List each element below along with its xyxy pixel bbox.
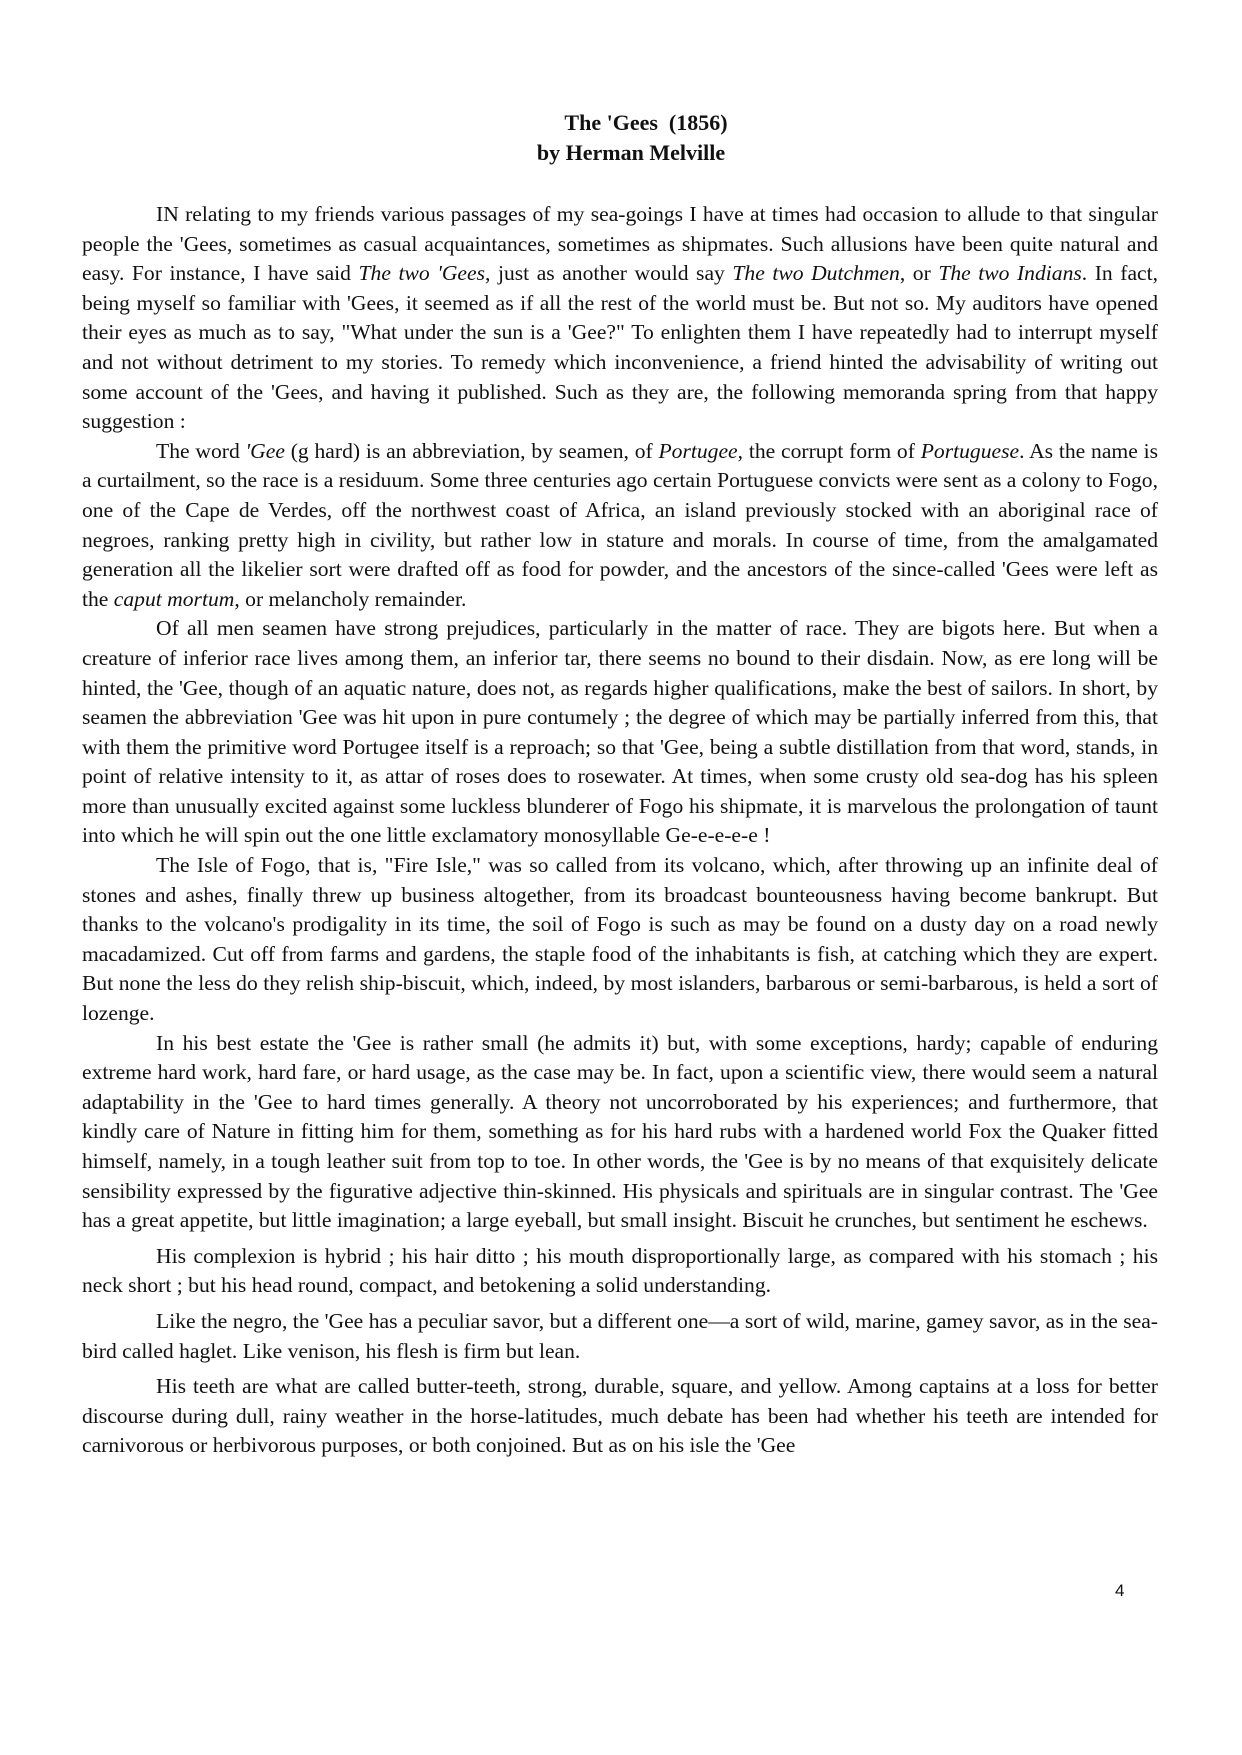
body-text <box>82 200 1158 1461</box>
story-title: The 'Gees (1856) <box>564 110 728 135</box>
title-block <box>0 108 1242 168</box>
author-byline: by Herman Melville <box>536 140 726 165</box>
paragraph-6: His complexion is hybrid ; his hair ditto ; his mouth disproportionally large, as compared with his stomach ; his neck short ; but his head round, compact, and betokening a solid understanding. <box>82 1243 1158 1298</box>
italic-term: The two Dutchmen <box>732 261 900 286</box>
italic-term: caput mortum <box>113 586 235 611</box>
italic-term: Portugee <box>658 438 738 463</box>
paragraph-4: The Isle of Fogo, that is, "Fire Isle," was so called from its volcano, which, after throwing up an infinite deal of stones and ashes, finally threw up business altogether, from its broadcast bounteousness having become bankrupt. But thanks to the volcano's prodigality in its time, the soil of Fogo is such as may be found on a dusty day on a road newly macadamized. Cut off from farms and gardens, the staple food of the inhabitants is fish, at catching which they are expert. But none the less do they relish ship-biscuit, which, indeed, by most islanders, barbarous or semi-barbarous, is held a sort of lozenge. <box>82 853 1158 1026</box>
italic-term: Portuguese <box>920 438 1020 463</box>
paragraph-2: The word 'Gee (g hard) is an abbreviation, by seamen, of Portugee, the corrupt form of Portuguese. As the name is a curtailment, so the race is a residuum. Some three centuries ago certain Portuguese convicts were sent as a colony to Fogo, one of the Cape de Verdes, off the northwest coast of Africa, an island previously stocked with an aboriginal race of negroes, ranking pretty high in civility, but rather low in stature and morals. In course of time, from the amalgamated generation all the likelier sort were drafted off as food for powder, and the ancestors of the since-called 'Gees were left as the caput mortum, or melancholy remainder. <box>82 438 1159 611</box>
italic-term: 'Gee <box>245 438 285 463</box>
paragraph-1: IN relating to my friends various passages of my sea-goings I have at times had occasion to allude to that singular people the 'Gees, sometimes as casual acquaintances, sometimes as shipmates. Such allusions have been quite natural and easy. For instance, I have said The two 'Gees, just as another would say The two Dutchmen, or The two Indians. In fact, being myself so familiar with 'Gees, it seemed as if all the rest of the world must be. But not so. My auditors have opened their eyes as much as to say, "What under the sun is a 'Gee?" To enlighten them I have repeatedly had to interrupt myself and not without detriment to my stories. To remedy which inconvenience, a friend hinted the advisability of writing out some account of the 'Gees, and having it published. Such as they are, the following memoranda spring from that happy suggestion : <box>82 202 1159 434</box>
paragraph-5: In his best estate the 'Gee is rather small (he admits it) but, with some exceptions, hardy; capable of enduring extreme hard work, hard fare, or hard usage, as the case may be. In fact, upon a scientific view, there would seem a natural adaptability in the 'Gee to hard times generally. A theory not uncorroborated by his experiences; and furthermore, that kindly care of Nature in fitting him for them, something as for his hard rubs with a hardened world Fox the Quaker fitted himself, namely, in a tough leather suit from top to toe. In other words, the 'Gee is by no means of that exquisitely delicate sensibility expressed by the figurative adjective thin-skinned. His physicals and spirituals are in singular contrast. The 'Gee has a great appetite, but little imagination; a large eyeball, but small insight. Biscuit he crunches, but sentiment he eschews. <box>82 1030 1158 1233</box>
italic-term: The two 'Gees <box>358 261 485 286</box>
paragraph-8: His teeth are what are called butter-teeth, strong, durable, square, and yellow. Among captains at a loss for better discourse during dull, rainy weather in the horse-latitudes, much debate has been had whether his teeth are intended for carnivorous or herbivorous purposes, or both conjoined. But as on his isle the 'Gee <box>82 1374 1158 1458</box>
page-number: 4 <box>1115 1581 1125 1600</box>
paragraph-7: Like the negro, the 'Gee has a peculiar savor, but a different one—a sort of wild, marine, gamey savor, as in the sea-bird called haglet. Like venison, his flesh is firm but lean. <box>82 1308 1158 1363</box>
paragraph-3: Of all men seamen have strong prejudices, particularly in the matter of race. They are bigots here. But when a creature of inferior race lives among them, an inferior tar, there seems no bound to their disdain. Now, as ere long will be hinted, the 'Gee, though of an aquatic nature, does not, as regards higher qualifications, make the best of sailors. In short, by seamen the abbreviation 'Gee was hit upon in pure contumely ; the degree of which may be partially inferred from this, that with them the primitive word Portugee itself is a reproach; so that 'Gee, being a subtle distillation from that word, stands, in point of relative intensity to it, as attar of roses does to rosewater. At times, when some crusty old sea-dog has his spleen more than unusually excited against some luckless blunderer of Fogo his shipmate, it is marvelous the prolongation of taunt into which he will spin out the one little exclamatory monosyllable Ge-e-e-e-e ! <box>82 616 1158 848</box>
italic-term: The two Indians <box>938 261 1082 286</box>
